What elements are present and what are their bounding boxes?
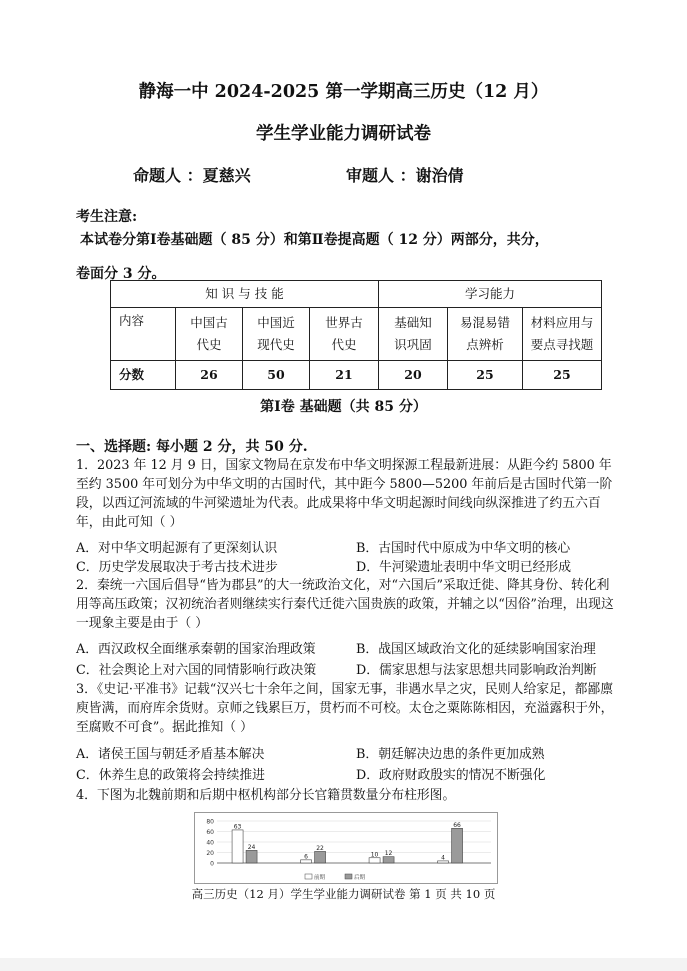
reviewer: 审题人 ：谢治倩 bbox=[346, 166, 464, 185]
score-cell: 20 bbox=[379, 361, 448, 390]
q3-option-b: B．朝廷解决边患的条件更加成熟 bbox=[356, 747, 545, 762]
row-label-score: 分数 bbox=[111, 361, 176, 390]
q3-option-c: C．休养生息的政策将会持续推进 bbox=[76, 768, 265, 783]
data-label: 10 bbox=[370, 851, 379, 859]
q3-option-d: D．政府财政殷实的情况不断强化 bbox=[356, 768, 546, 783]
col-header: 中国古 代史 bbox=[176, 308, 243, 361]
bar bbox=[315, 851, 326, 863]
data-label: 4 bbox=[441, 854, 445, 862]
score-cell: 26 bbox=[176, 361, 243, 390]
q2-option-a: A．西汉政权全面继承秦朝的国家治理政策 bbox=[76, 642, 316, 657]
question-3-stem: 3．《史记·平准书》记载“汉兴七十余年之间，国家无事，非遇水旱之灾，民则人给家足，都鄙廪庾皆满，而府库余货财。京师之钱累巨万，贯朽而不可校。太仓之粟陈陈相因，充溢露积于外，至腐败不可食”。据此推知（ ） bbox=[76, 682, 614, 735]
score-cell: 21 bbox=[310, 361, 379, 390]
y-tick-label: 80 bbox=[206, 818, 214, 826]
q2-option-d: D．儒家思想与法家思想共同影响政治判断 bbox=[356, 663, 597, 678]
data-label: 22 bbox=[316, 844, 324, 852]
legend-swatch bbox=[345, 874, 352, 879]
question-4-stem: 4．下图为北魏前期和后期中枢机构部分长官籍贯数量分布柱形图。 bbox=[76, 788, 456, 803]
exam-subtitle: 学生学业能力调研试卷 bbox=[256, 124, 431, 144]
col-header: 世界古 代史 bbox=[310, 308, 379, 361]
q2-option-b: B．战国区域政治文化的延续影响国家治理 bbox=[356, 642, 596, 657]
legend-label: 后期 bbox=[354, 875, 366, 881]
q2-option-c: C．社会舆论上对六国的同情影响行政决策 bbox=[76, 663, 317, 678]
data-label: 24 bbox=[247, 843, 256, 851]
data-label: 12 bbox=[384, 850, 393, 858]
group-ability: 学习能力 bbox=[379, 281, 602, 308]
q1-option-a: A．对中华文明起源有了更深刻认识 bbox=[76, 541, 278, 556]
q1-option-b: B．古国时代中原成为中华文明的核心 bbox=[356, 541, 571, 556]
col-header: 易混易错 点辨析 bbox=[448, 308, 523, 361]
col-header: 中国近 现代史 bbox=[243, 308, 310, 361]
section-title: 第Ⅰ卷 基础题（共 85 分） bbox=[260, 399, 427, 415]
exam-title: 静海一中 2024-2025 第一学期高三历史（12 月） bbox=[138, 82, 549, 102]
bar bbox=[383, 857, 394, 863]
notice-line-2: 卷面分 3 分。 bbox=[76, 266, 166, 282]
data-label: 6 bbox=[304, 853, 308, 861]
bar bbox=[246, 850, 257, 863]
row-label-content: 内容 bbox=[111, 308, 176, 361]
choice-heading: 一、选择题: 每小题 2 分，共 50 分. bbox=[76, 439, 308, 455]
y-tick-label: 20 bbox=[206, 850, 214, 857]
bar-chart-svg bbox=[195, 813, 497, 883]
bar bbox=[232, 830, 243, 863]
score-cell: 25 bbox=[523, 361, 602, 390]
legend-swatch bbox=[305, 874, 312, 879]
y-tick-label: 40 bbox=[206, 839, 214, 847]
y-tick-label: 60 bbox=[206, 829, 214, 836]
author: 命题人 ：夏慈兴 bbox=[133, 166, 251, 185]
col-header: 基础知 识巩固 bbox=[379, 308, 448, 361]
col-header: 材料应用与 要点寻找题 bbox=[523, 308, 602, 361]
question-2-stem: 2．秦统一六国后倡导“皆为郡县”的大一统政治文化，对“六国后”采取迁徙、降其身份、转化利用等高压政策；汉初统治者则继续实行秦代迁徙六国贵族的政策，并辅之以“因俗”治理，出现这一现象主要是由于（ ） bbox=[76, 578, 614, 631]
notice-heading: 考生注意: bbox=[76, 209, 138, 225]
y-tick-label: 0 bbox=[210, 860, 214, 868]
score-cell: 25 bbox=[448, 361, 523, 390]
notice-line-1: 本试卷分第Ⅰ卷基础题（ 85 分）和第Ⅱ卷提高题（ 12 分）两部分，共分， bbox=[80, 232, 549, 248]
authors-line bbox=[133, 163, 464, 186]
bar-chart bbox=[194, 812, 498, 884]
page-edge bbox=[0, 958, 687, 971]
group-knowledge: 知 识 与 技 能 bbox=[111, 281, 379, 308]
score-table bbox=[110, 280, 602, 390]
data-label: 63 bbox=[233, 823, 242, 831]
data-label: 66 bbox=[453, 821, 461, 829]
page-footer: 高三历史（12 月）学生学业能力调研试卷 第 1 页 共 10 页 bbox=[191, 887, 496, 901]
q3-option-a: A．诸侯王国与朝廷矛盾基本解决 bbox=[76, 747, 265, 762]
legend-label: 前期 bbox=[314, 875, 326, 881]
score-cell: 50 bbox=[243, 361, 310, 390]
q1-option-c: C．历史学发展取决于考古技术进步 bbox=[76, 560, 278, 575]
question-1-stem: 1．2023 年 12 月 9 日，国家文物局在京发布中华文明探源工程最新进展：从距今约 5800 年至约 3500 年可划分为中华文明的古国时代，其中距今 5800—5200 年前后是古国时代第一阶段，以西辽河流域的牛河梁遗址为代表。此成果将中华文明起源时间线向纵深推进了约五六百年，由此可知（ ） bbox=[76, 458, 613, 530]
bar bbox=[452, 828, 463, 863]
bar bbox=[369, 858, 380, 863]
q1-option-d: D．牛河梁遗址表明中华文明已经形成 bbox=[356, 560, 572, 575]
